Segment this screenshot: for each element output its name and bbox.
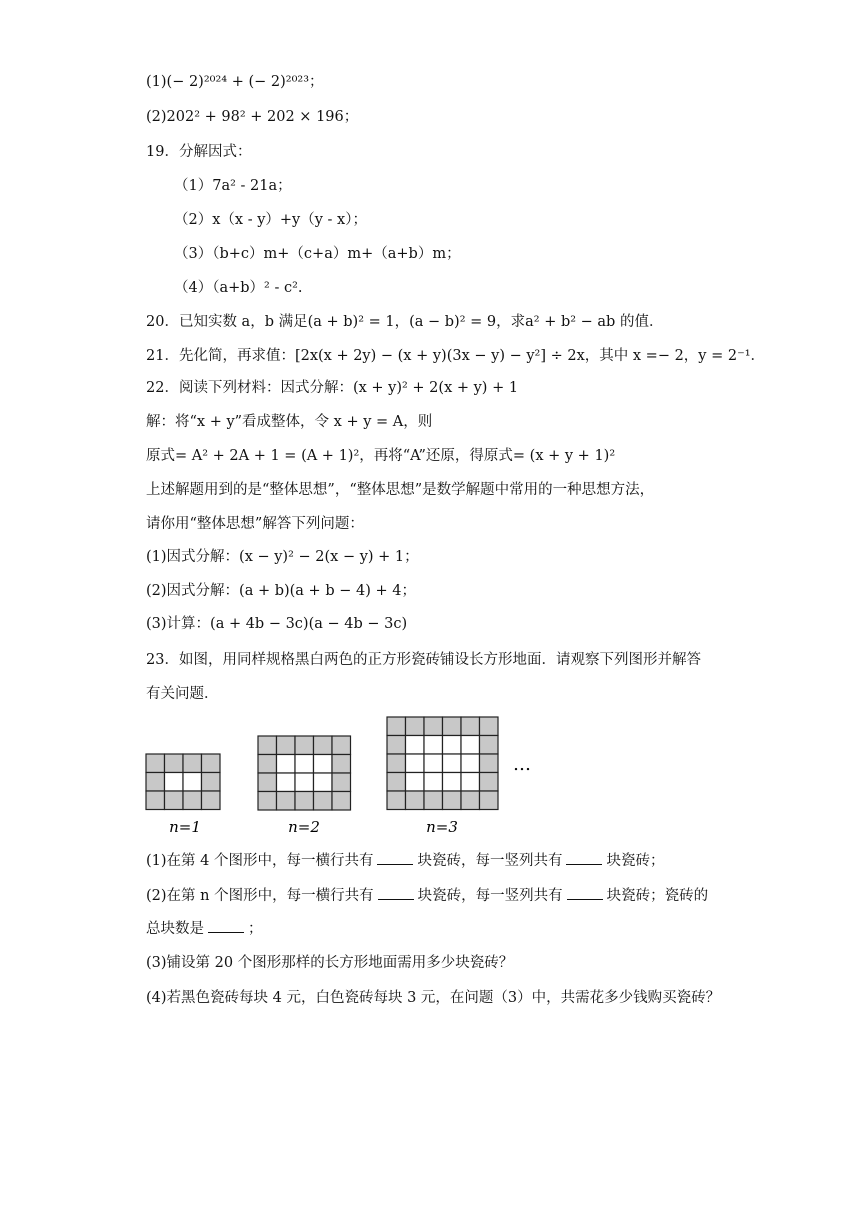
- black-tile: [443, 717, 462, 736]
- q23-part1-text-b: 块瓷砖，每一竖列共有: [417, 853, 563, 869]
- black-tile: [146, 754, 165, 773]
- black-tile: [332, 773, 351, 792]
- q19-part4: （4）（a+b）² - c².: [174, 280, 303, 296]
- q20-text: 20．已知实数 a，b 满足(a + b)² = 1，(a − b)² = 9，求a² + b² − ab 的值．: [146, 314, 664, 330]
- white-tile: [424, 773, 443, 792]
- black-tile: [277, 736, 296, 755]
- figure-ellipsis: …: [513, 754, 531, 775]
- white-tile: [314, 773, 333, 792]
- white-tile: [277, 755, 296, 774]
- black-tile: [146, 791, 165, 810]
- black-tile: [387, 773, 406, 792]
- black-tile: [480, 791, 499, 810]
- black-tile: [295, 792, 314, 811]
- q22-part2: (2)因式分解：(a + b)(a + b − 4) + 4；: [146, 583, 416, 599]
- black-tile: [461, 791, 480, 810]
- white-tile: [406, 736, 425, 755]
- figure-label-n1: n=1: [169, 818, 201, 836]
- q23-part3: (3)铺设第 20 个图形那样的长方形地面需用多少块瓷砖？: [146, 955, 514, 971]
- q23-title: 23．如图，用同样规格黑白两色的正方形瓷砖铺设长方形地面．请观察下列图形并解答: [146, 652, 701, 668]
- answer-blank[interactable]: [208, 918, 244, 933]
- q22-part3: (3)计算：(a + 4b − 3c)(a − 4b − 3c): [146, 616, 408, 632]
- q23-part2-text-e: ；: [248, 921, 263, 937]
- q23-title-cont: 有关问题．: [146, 686, 219, 702]
- black-tile: [332, 736, 351, 755]
- black-tile: [202, 791, 221, 810]
- answer-blank[interactable]: [377, 850, 413, 865]
- white-tile: [406, 773, 425, 792]
- white-tile: [461, 736, 480, 755]
- black-tile: [461, 717, 480, 736]
- figure-label-n3: n=3: [426, 818, 458, 836]
- white-tile: [277, 773, 296, 792]
- q19-part3: （3）（b+c）m+（c+a）m+（a+b）m；: [174, 246, 461, 262]
- white-tile: [295, 773, 314, 792]
- black-tile: [480, 717, 499, 736]
- q19-title: 19．分解因式：: [146, 144, 252, 160]
- white-tile: [443, 736, 462, 755]
- black-tile: [480, 773, 499, 792]
- q22-instruction: 请你用“整体思想”解答下列问题：: [146, 516, 364, 532]
- white-tile: [443, 754, 462, 773]
- q23-part2: [146, 885, 708, 906]
- black-tile: [424, 791, 443, 810]
- answer-blank[interactable]: [567, 885, 603, 900]
- black-tile: [332, 792, 351, 811]
- black-tile: [480, 736, 499, 755]
- q23-part4: (4)若黑色瓷砖每块 4 元，白色瓷砖每块 3 元，在问题（3）中，共需花多少钱购买瓷砖？: [146, 990, 721, 1006]
- answer-blank[interactable]: [566, 850, 602, 865]
- black-tile: [165, 754, 184, 773]
- q22-part1: (1)因式分解：(x − y)² − 2(x − y) + 1；: [146, 549, 419, 565]
- white-tile: [183, 773, 202, 792]
- black-tile: [387, 754, 406, 773]
- black-tile: [480, 754, 499, 773]
- black-tile: [406, 791, 425, 810]
- black-tile: [424, 717, 443, 736]
- q22-explanation: 上述解题用到的是“整体思想”，“整体思想”是数学解题中常用的一种思想方法，: [146, 482, 655, 498]
- q23-part2-text-c: 块瓷砖；瓷砖的: [606, 888, 709, 904]
- black-tile: [183, 754, 202, 773]
- q18-part1: (1)(− 2)²⁰²⁴ + (− 2)²⁰²³；: [146, 74, 324, 90]
- black-tile: [332, 755, 351, 774]
- q21-text: 21．先化简，再求值：[2x(x + 2y) − (x + y)(3x − y) − y²] ÷ 2x，其中 x =− 2，y = 2⁻¹．: [146, 348, 766, 364]
- q23-part1: [146, 850, 664, 871]
- white-tile: [165, 773, 184, 792]
- black-tile: [202, 773, 221, 792]
- black-tile: [146, 773, 165, 792]
- black-tile: [258, 755, 277, 774]
- black-tile: [387, 736, 406, 755]
- q23-part1-text-a: (1)在第 4 个图形中，每一横行共有: [146, 853, 374, 869]
- black-tile: [258, 792, 277, 811]
- q23-part2-text-a: (2)在第 n 个图形中，每一横行共有: [146, 888, 374, 904]
- white-tile: [314, 755, 333, 774]
- q18-part2: (2)202² + 98² + 202 × 196；: [146, 109, 359, 125]
- white-tile: [295, 755, 314, 774]
- black-tile: [314, 792, 333, 811]
- black-tile: [406, 717, 425, 736]
- figure-label-n2: n=2: [288, 818, 320, 836]
- black-tile: [314, 736, 333, 755]
- black-tile: [387, 791, 406, 810]
- white-tile: [424, 754, 443, 773]
- black-tile: [387, 717, 406, 736]
- white-tile: [406, 754, 425, 773]
- tile-pattern-figure: [140, 712, 560, 842]
- answer-blank[interactable]: [378, 885, 414, 900]
- q23-part2-cont: [146, 918, 263, 939]
- white-tile: [443, 773, 462, 792]
- black-tile: [202, 754, 221, 773]
- q19-part2: （2）x（x - y）+y（y - x）；: [174, 212, 367, 228]
- white-tile: [424, 736, 443, 755]
- black-tile: [258, 736, 277, 755]
- q22-solution-step1: 解：将“x + y”看成整体，令 x + y = A，则: [146, 414, 433, 430]
- black-tile: [183, 791, 202, 810]
- q22-title: 22．阅读下列材料：因式分解：(x + y)² + 2(x + y) + 1: [146, 380, 519, 396]
- black-tile: [165, 791, 184, 810]
- q22-solution-step2: 原式= A² + 2A + 1 = (A + 1)²，再将“A”还原，得原式= (x + y + 1)²: [146, 448, 616, 464]
- q23-part2-text-d: 总块数是: [146, 921, 204, 937]
- q23-part2-text-b: 块瓷砖，每一竖列共有: [417, 888, 563, 904]
- q19-part1: （1）7a² - 21a；: [174, 178, 292, 194]
- black-tile: [443, 791, 462, 810]
- white-tile: [461, 754, 480, 773]
- black-tile: [277, 792, 296, 811]
- black-tile: [295, 736, 314, 755]
- white-tile: [461, 773, 480, 792]
- black-tile: [258, 773, 277, 792]
- q23-part1-text-c: 块瓷砖；: [606, 853, 665, 869]
